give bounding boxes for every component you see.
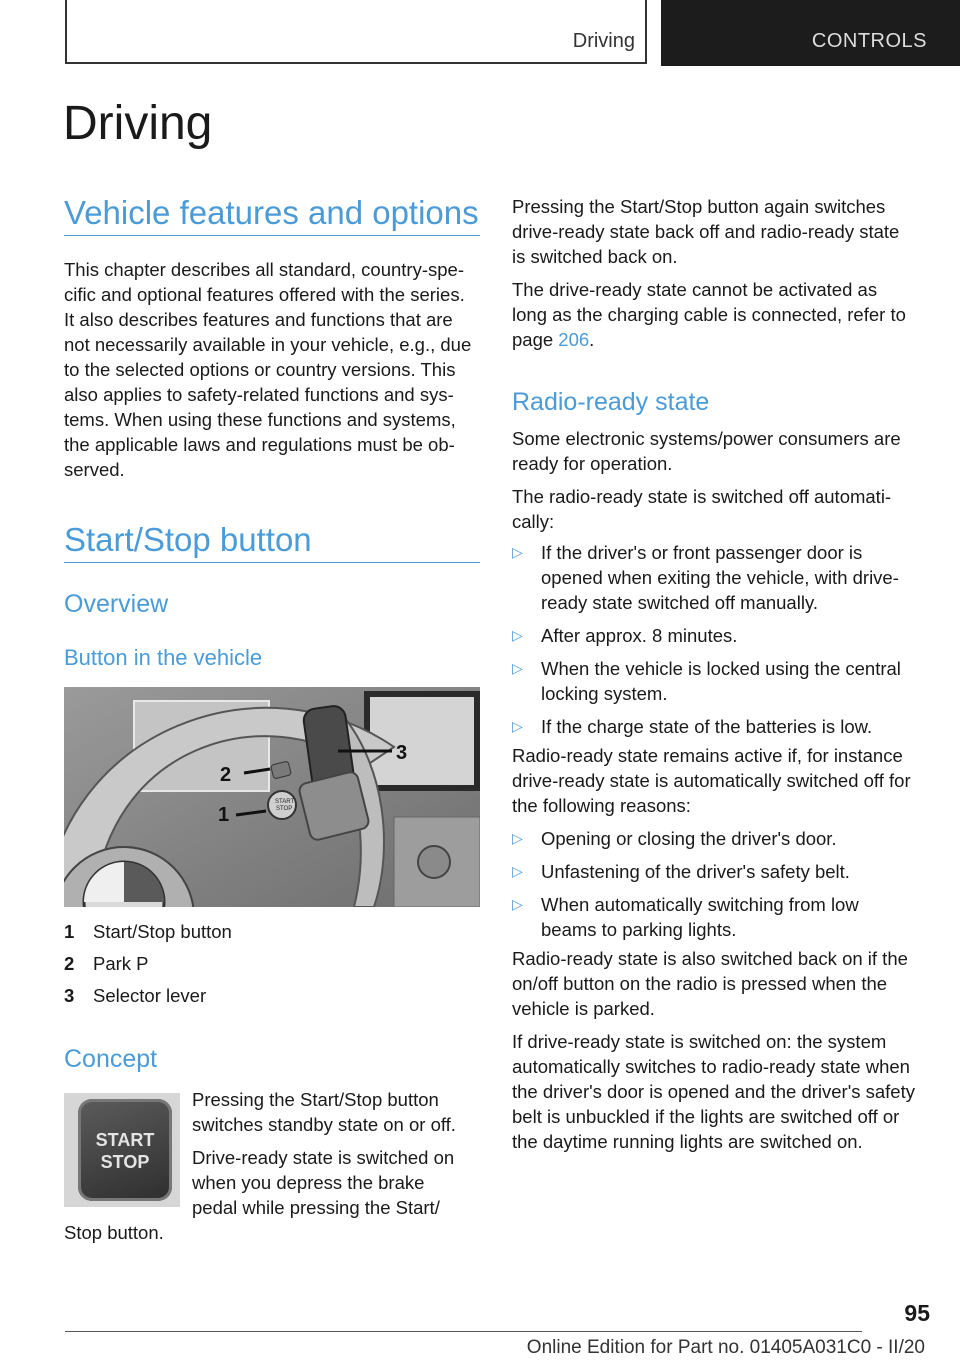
bullet-triangle-icon: ▷ [512,863,523,879]
header-chapter: CONTROLS [811,30,927,52]
text-line: the daytime running lights are switched on. [512,1131,863,1152]
page-ref-suffix: . [589,329,595,350]
text-line: Opening or closing the driver's door. [541,828,837,849]
text-line: on/off button on the radio is pressed when the [512,973,888,994]
legend-number: 1 [64,921,75,942]
bullet-triangle-icon: ▷ [512,544,523,560]
text-line: Pressing the Start/Stop button again switches [512,196,886,217]
text-line: served. [64,459,125,480]
concept-paragraph-1 [192,1087,482,1137]
heading-start-stop: Start/Stop button [64,521,312,558]
text-line: pedal while pressing the Start/ [192,1197,440,1218]
button-label: STOP [100,1152,150,1172]
text-line: ready for operation. [512,453,673,474]
legend-label: Park P [93,953,149,974]
text-line: locking system. [541,683,668,704]
heading-rule [64,235,480,236]
page-title: Driving [63,97,213,150]
svg-text:STOP: STOP [276,806,293,812]
list-item [512,656,932,706]
bullet-triangle-icon: ▷ [512,830,523,846]
heading-overview: Overview [64,590,169,618]
text-line: opened when exiting the vehicle, with drive- [541,567,899,588]
text-line: When automatically switching from low [541,894,859,915]
text-line: cific and optional features offered with the series. [64,284,465,305]
text-line: drive-ready state back off and radio-ready state [512,221,900,242]
text-line: When the vehicle is locked using the central [541,658,901,679]
bullet-triangle-icon: ▷ [512,896,523,912]
text-line: If the driver's or front passenger door is [541,542,863,563]
heading-vehicle-features: Vehicle features and options [64,194,479,231]
right-paragraph-3 [512,426,932,476]
text-line: If the charge state of the batteries is low. [541,716,873,737]
text-line: Drive-ready state is switched on [192,1147,455,1168]
text-line: to the selected options or country versions. This [64,359,456,380]
legend-item [64,983,232,1008]
legend-item [64,919,232,944]
list-item [512,859,932,884]
heading-concept: Concept [64,1045,158,1073]
text-line: It also describes features and functions that are [64,309,453,330]
text-line: when you depress the brake [192,1172,425,1193]
bullet-triangle-icon: ▷ [512,627,523,643]
right-paragraph-1 [512,194,932,269]
footer-rule [65,1331,862,1332]
legend-number: 2 [64,953,75,974]
right-paragraph-6 [512,946,932,1021]
text-line: The radio-ready state is switched off automati- [512,486,892,507]
text-line: Pressing the Start/Stop button [192,1089,439,1110]
text-line: the following reasons: [512,795,691,816]
right-paragraph-4 [512,484,932,534]
text-line: is switched back on. [512,246,678,267]
button-label: START [95,1130,155,1150]
bullet-triangle-icon: ▷ [512,660,523,676]
bullet-triangle-icon: ▷ [512,718,523,734]
heading-radio-ready: Radio-ready state [512,388,710,416]
list-item [512,892,932,942]
text-line: tems. When using these functions and systems, [64,409,456,430]
text-line: the driver's door is opened and the driver's safety [512,1081,915,1102]
text-line: If drive-ready state is switched on: the system [512,1031,887,1052]
text-line: belt is unbuckled if the lights are switched off or [512,1106,900,1127]
list-item [512,714,932,739]
legend-item [64,951,232,976]
text-line: Unfastening of the driver's safety belt. [541,861,850,882]
heading-rule [64,562,480,563]
callout-3: 3 [396,742,408,764]
legend-label: Start/Stop button [93,921,232,942]
text-line [512,327,932,352]
page-number: 95 [904,1300,930,1326]
list-item [512,540,932,615]
text-line: drive-ready state is automatically switched off for [512,770,911,791]
text-line: automatically switches to radio-ready state when [512,1056,910,1077]
figure-legend [64,919,232,1008]
heading-button-in-vehicle: Button in the vehicle [64,645,263,670]
callout-2: 2 [220,764,232,786]
list-item [512,623,932,648]
vehicle-features-paragraph [64,257,484,482]
right-paragraph-7 [512,1029,937,1154]
text-line: cally: [512,511,555,532]
text-line: long as the charging cable is connected, refer to [512,304,906,325]
text-line: beams to parking lights. [541,919,737,940]
footer-edition: Online Edition for Part no. 01405A031C0 - II/20 [526,1337,925,1358]
page-ref-prefix: page [512,329,559,350]
concept-paragraph-2-tail: Stop button. [64,1222,164,1243]
text-line: This chapter describes all standard, country-spe- [64,259,464,280]
right-paragraph-2 [512,277,932,352]
text-line: ready state switched off manually. [541,592,818,613]
page-206-link[interactable]: 206 [558,329,590,350]
text-line: The drive-ready state cannot be activated as [512,279,878,300]
svg-text:START: START [275,799,295,805]
text-line: switches standby state on or off. [192,1114,456,1135]
text-line: the applicable laws and regulations must be ob- [64,434,455,455]
text-line: Some electronic systems/power consumers are [512,428,901,449]
list-item [512,826,932,851]
concept-paragraph-2 [192,1145,482,1220]
text-line: Radio-ready state remains active if, for instance [512,745,903,766]
header-section: Driving [572,30,635,52]
text-line: not necessarily available in your vehicle, e.g., due [64,334,472,355]
legend-label: Selector lever [93,985,207,1006]
text-line: After approx. 8 minutes. [541,625,738,646]
bullet-list-2 [512,826,932,942]
callout-1: 1 [218,804,230,826]
text-line: Radio-ready state is also switched back on if the [512,948,908,969]
header-left-frame [65,0,647,64]
legend-number: 3 [64,985,75,1006]
steering-wheel-figure [64,687,480,907]
text-line: vehicle is parked. [512,998,655,1019]
right-paragraph-5 [512,743,932,818]
bullet-list-1 [512,540,932,739]
start-stop-button-image [64,1093,180,1207]
text-line: also applies to safety-related functions and sys- [64,384,454,405]
